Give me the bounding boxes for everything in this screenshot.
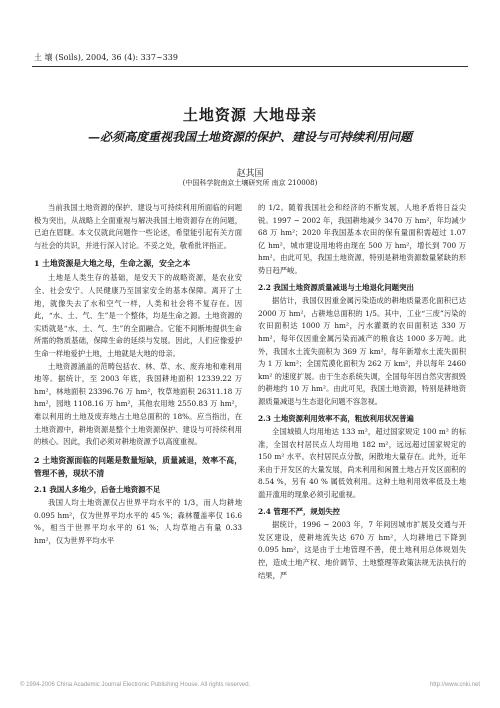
section-2-3-heading: 2.3 土地资源利用效率不高，粗放利用状况普遍: [258, 413, 414, 423]
section-2-heading: 2 土地资源面临的问题是数量短缺，质量减退，效率不高，管理不善，现状不清: [34, 455, 242, 478]
right-column: [258, 202, 466, 582]
section-2-3-paragraph: 全国城镇人均用地达 133 m²，超过国家规定 100 m² 的标准，全国农村居民点人均用地 182 m²，远远超过国家规定的 150 m² 水平。农村居民点分散，闲散地大量存在。此外，近年来由于开发区的大量发展，尚未利用和闲置土地占开发区面积的 8.54 %，另有 40 % 属低效利用。这种土地利用效率低及土地滥开滥用的现象必须引起重视。: [258, 427, 466, 500]
section-1-paragraph-1: 土地是人类生存的基础，是安天下的战略资源，是农业安全、社会安宁、人民健康乃至国家安全的基本保障。离开了土地，就像失去了水和空气一样，人类和社会将不复存在。因此，“水、土、气、生”是一个整体，均是生命之源。土地资源的实质就是“水、土、气、生”的全面融合。它能不间断地提供生命所需的物质基础，保障生命的延续与发展。因此，人们应像爱护生命一样地爱护土地，土地就是大地的母亲。: [34, 273, 242, 358]
section-2-1-continuation: 的 1/2。随着我国社会和经济的不断发展，人地矛盾将日益尖锐。1997 ~ 2002 年，我国耕地减少 3470 万 hm²，年均减少 68 万 hm²；2020 年我国基本农田的保有量面积需超过 1.07 亿 hm²，城市建设用地将由现在 500 万 hm²，增长到 700 万 hm²。由此可见，我国土地资源，特别是耕地资源数量紧缺的形势日趋严峻。: [258, 203, 466, 275]
section-2-1-heading: 2.1 我国人多地少，后备土地资源不足: [34, 484, 161, 494]
author: 赵其国: [236, 169, 264, 179]
left-column: [34, 202, 242, 548]
section-2-4-heading: 2.4 管理不严，规划失控: [258, 506, 340, 516]
affiliation: (中国科学院南京土壤研究所 南京 210008): [182, 179, 318, 187]
footer-link[interactable]: http://www.cnki.net: [429, 682, 480, 688]
journal-header: 土 壤 (Soils), 2004, 36 (4): 337~339: [34, 53, 178, 62]
header-rule: [32, 66, 468, 67]
section-1-paragraph-2: 土地资源涵盖的范畴包括农、林、草、水、废弃地和难利用地等。据统计，至 2003 年底，我国耕地面积 12339.22 万 hm²，林地面积 23396.76 万 hm²，牧草地面积 26311.18 万 hm²，园地 1108.16 万 hm²，其他农用地 2550.83 万 hm²，难以利用的土地及废弃地占土地总面积的 18%。应当指出，在土地资源中，耕地资源是整个土地资源保护、建设与可持续利用的核心。因此，我们必须对耕地资源予以高度重视。: [34, 361, 242, 447]
section-2-2-heading: 2.2 我国土地资源质量减退与土地退化问题突出: [258, 282, 414, 292]
section-2-2-paragraph: 据估计，我国仅因重金属污染造成的耕地质量恶化面积已达 2000 万 hm²，占耕地总面积的 1/5。其中，工业“三废”污染的农田面积达 1000 万 hm²，污水灌溉的农田面积达 330 万 hm²，每年仅因重金属污染而减产的粮食达 1000 多万吨。此外，我国水土流失面积为 369 万 km²，每年新增水土流失面积为 1 万 km²；全国荒漠化面积为 262 万 km²，并以每年 2460 km² 的速度扩展。由于生态系统失调，全国每年因自然灾害损毁的耕地约 10 万 hm²。由此可见，我国土地资源，特别是耕地资源质量减退与生态退化问题不容忽视。: [258, 296, 466, 406]
page-title: 土地资源 大地母亲: [182, 106, 318, 124]
section-2-4-paragraph: 据统计，1996 ~ 2003 年，7 年间因城市扩展及交通与开发区建设，使耕地流失达 670 万 hm²，人均耕地已下降到 0.095 hm²，这是由于土地管理不善，使土地利用总体规划失控，造成土地产权、地价调节、土地整理等政策法规无法执行的结果，严: [258, 520, 466, 580]
section-1-heading: 1 土地资源是大地之母，生命之源，安全之本: [34, 259, 191, 269]
copyright-footer: © 1994-2006 China Academic Journal Electronic Publishing House. All rights reserved.: [20, 682, 251, 688]
page-subtitle: —必须高度重视我国土地资源的保护、建设与可持续利用问题: [87, 130, 412, 144]
section-2-1-paragraph: 我国人均土地资源仅占世界平均水平的 1/3，而人均耕地 0.095 hm²，仅为世界平均水平的 45 %；森林覆盖率仅 16.6 %，相当于世界平均水平的 61 %；人均草地占有量 0.33 hm²，仅为世界平均水平: [34, 498, 242, 546]
abstract: 当前我国土地资源的保护、建设与可持续利用所面临的问题极为突出，从战略上全面重视与解决我国土地资源存在的问题，已迫在眉睫。本文仅就此问题作一些论述，希望能引起有关方面与社会的共识，并进行深入讨论。不妥之处，敬希批评指正。: [34, 203, 242, 250]
